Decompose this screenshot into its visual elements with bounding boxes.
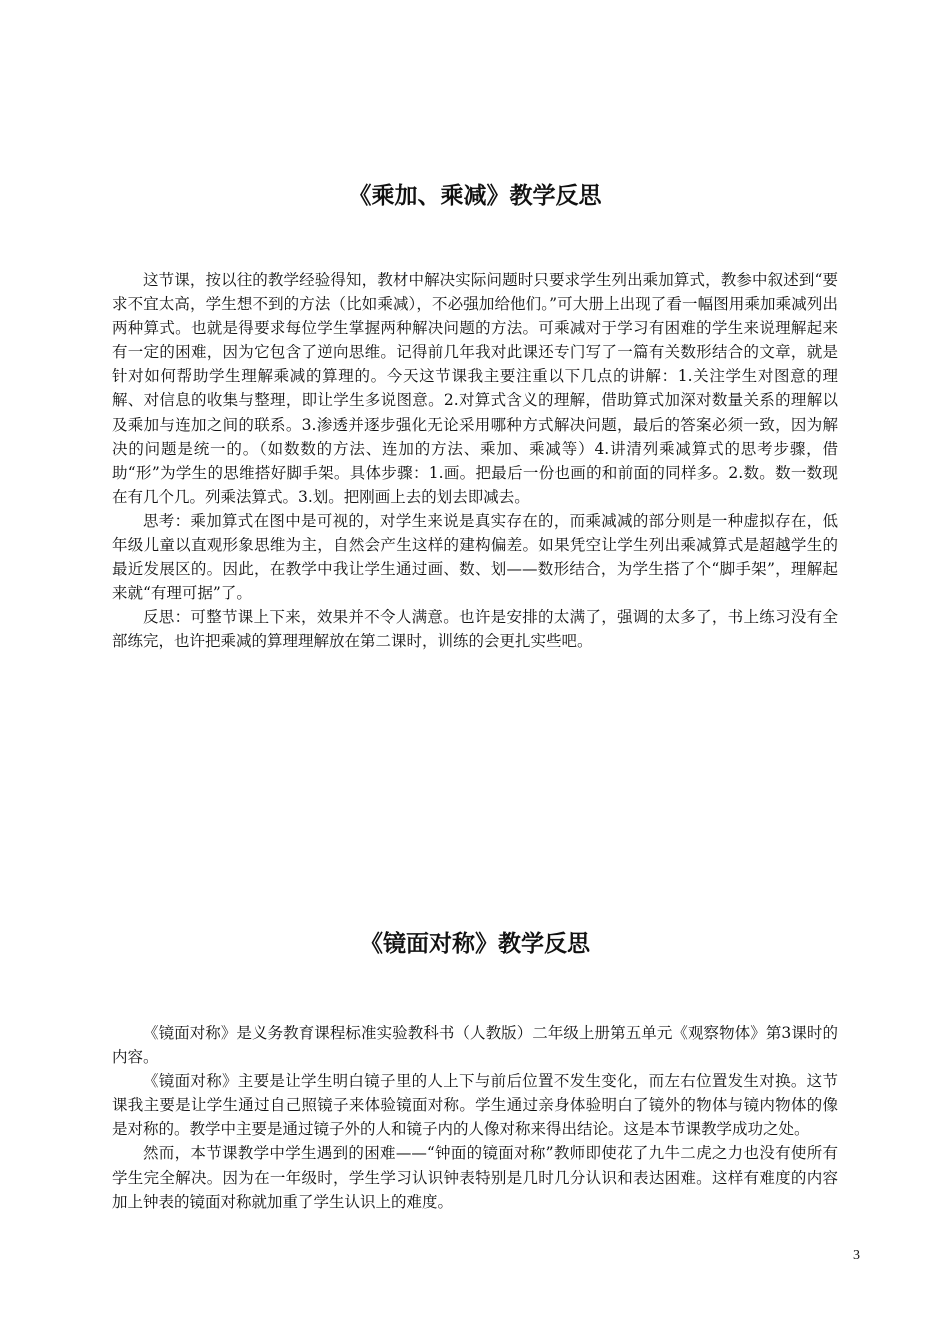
paragraph: 《镜面对称》主要是让学生明白镜子里的人上下与前后位置不发生变化，而左右位置发生对换。这节课我主要是让学生通过自己照镜子来体验镜面对称。学生通过亲身体验明白了镜外的物体与镜内物体的像是对称的。教学中主要是通过镜子外的人和镜子内的人像对称来得出结论。这是本节课教学成功之处。 [112,1072,838,1139]
paragraph: 《镜面对称》是义务教育课程标准实验教科书（人教版）二年级上册第五单元《观察物体》第3课时的内容。 [112,1024,838,1067]
page-number: 3 [853,1248,860,1263]
paragraph: 这节课，按以往的教学经验得知，教材中解决实际问题时只要求学生列出乘加算式，教参中叙述到“要求不宜太高，学生想不到的方法（比如乘减），不必强加给他们。”可大册上出现了看一幅图用乘加乘减列出两种算式。也就是得要求每位学生掌握两种解决问题的方法。可乘减对于学习有困难的学生来说理解起来有一定的困难，因为它包含了逆向思维。记得前几年我对此课还专门写了一篇有关数形结合的文章，就是针对如何帮助学生理解乘减的算理的。今天这节课我主要注重以下几点的讲解：1.关注学生对图意的理解、对信息的收集与整理，即让学生多说图意。2.对算式含义的理解，借助算式加深对数量关系的理解以及乘加与连加之间的联系。3.渗透并逐步强化无论采用哪种方式解决问题，最后的答案必须一致，因为解决的问题是统一的。（如数数的方法、连加的方法、乘加、乘减等）4.讲清列乘减算式的思考步骤，借助“形”为学生的思维搭好脚手架。具体步骤：1.画。把最后一份也画的和前面的同样多。2.数。数一数现在有几个几。列乘法算式。3.划。把刚画上去的划去即减去。 [112,271,838,506]
paragraph: 思考：乘加算式在图中是可视的，对学生来说是真实存在的，而乘减减的部分则是一种虚拟存在，低年级儿童以直观形象思维为主，自然会产生这样的建构偏差。如果凭空让学生列出乘减算式是超越学生的最近发展区的。因此，在教学中我让学生通过画、数、划——数形结合，为学生搭了个“脚手架”，理解起来就“有理可据”了。 [112,511,838,603]
section-body [112,1021,838,1214]
paragraph: 反思：可整节课上下来，效果并不令人满意。也许是安排的太满了，强调的太多了，书上练习没有全部练完，也许把乘减的算理理解放在第二课时，训练的会更扎实些吧。 [112,608,838,651]
section-body [112,268,838,654]
section-title: 《乘加、乘减》教学反思 [348,183,602,209]
paragraph: 然而，本节课教学中学生遇到的困难——“钟面的镜面对称”教师即使花了九牛二虎之力也没有使所有学生完全解决。因为在一年级时，学生学习认识钟表特别是几时几分认识和表达困难。这样有难度的内容加上钟表的镜面对称就加重了学生认识上的难度。 [112,1144,838,1211]
section-title: 《镜面对称》教学反思 [360,931,590,957]
